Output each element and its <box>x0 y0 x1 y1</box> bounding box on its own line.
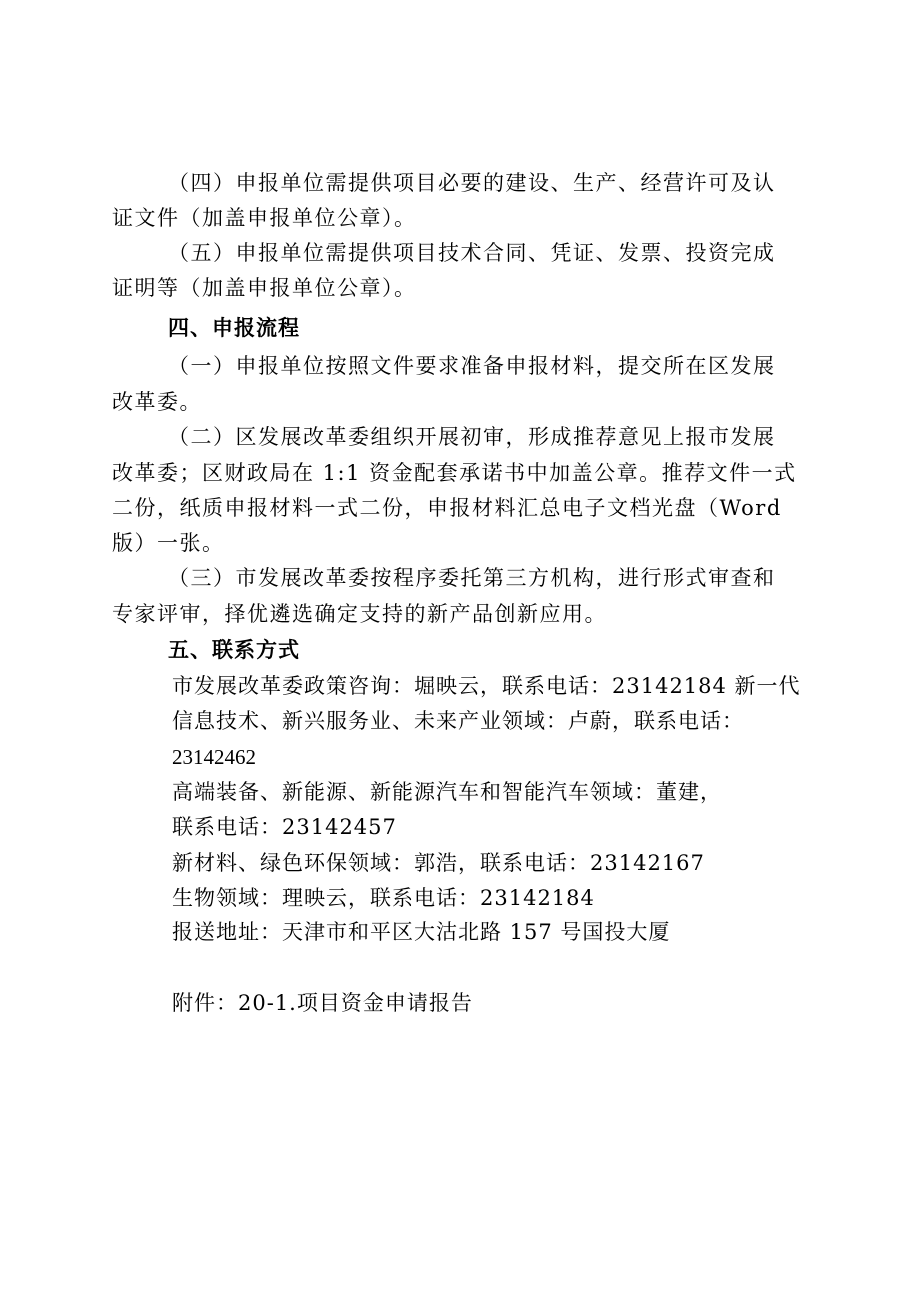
item4-line1: （四）申报单位需提供项目必要的建设、生产、经营许可及认 <box>168 171 776 195</box>
contact-line: 市发展改革委政策咨询：堀映云，联系电话：23142184 新一代 <box>172 674 801 698</box>
step2-line1: （二）区发展改革委组织开展初审，形成推荐意见上报市发展 <box>168 425 776 449</box>
step2-line3: 二份，纸质申报材料一式二份，申报材料汇总电子文档光盘（Word <box>112 496 782 520</box>
item5-line1: （五）申报单位需提供项目技术合同、凭证、发票、投资完成 <box>168 241 776 265</box>
item4-line2: 证文件（加盖申报单位公章）。 <box>112 206 417 230</box>
step2-line2: 改革委；区财政局在 1:1 资金配套承诺书中加盖公章。推荐文件一式 <box>112 461 797 485</box>
section4-heading: 四、申报流程 <box>168 316 300 340</box>
step1-line2: 改革委。 <box>112 390 202 414</box>
contact-line: 高端装备、新能源、新能源汽车和智能汽车领域：董建， <box>172 780 722 804</box>
section5-heading: 五、联系方式 <box>168 638 300 662</box>
step2-line4: 版）一张。 <box>112 531 225 555</box>
contact-line: 生物领域：理映云，联系电话：23142184 <box>172 886 595 910</box>
step3-line1: （三）市发展改革委按程序委托第三方机构，进行形式审查和 <box>168 566 776 590</box>
contact-line: 23142462 <box>172 745 256 769</box>
contact-line: 新材料、绿色环保领域：郭浩，联系电话：23142167 <box>172 851 705 875</box>
contact-line: 联系电话：23142457 <box>172 815 397 839</box>
item5-line2: 证明等（加盖申报单位公章）。 <box>112 276 417 300</box>
step1-line1: （一）申报单位按照文件要求准备申报材料，提交所在区发展 <box>168 354 776 378</box>
contact-line: 信息技术、新兴服务业、未来产业领域：卢蔚，联系电话： <box>172 709 744 733</box>
step3-line2: 专家评审，择优遴选确定支持的新产品创新应用。 <box>112 602 607 626</box>
attachment-note: 附件：20-1.项目资金申请报告 <box>172 991 473 1015</box>
contact-line: 报送地址：天津市和平区大沽北路 157 号国投大厦 <box>172 920 671 944</box>
